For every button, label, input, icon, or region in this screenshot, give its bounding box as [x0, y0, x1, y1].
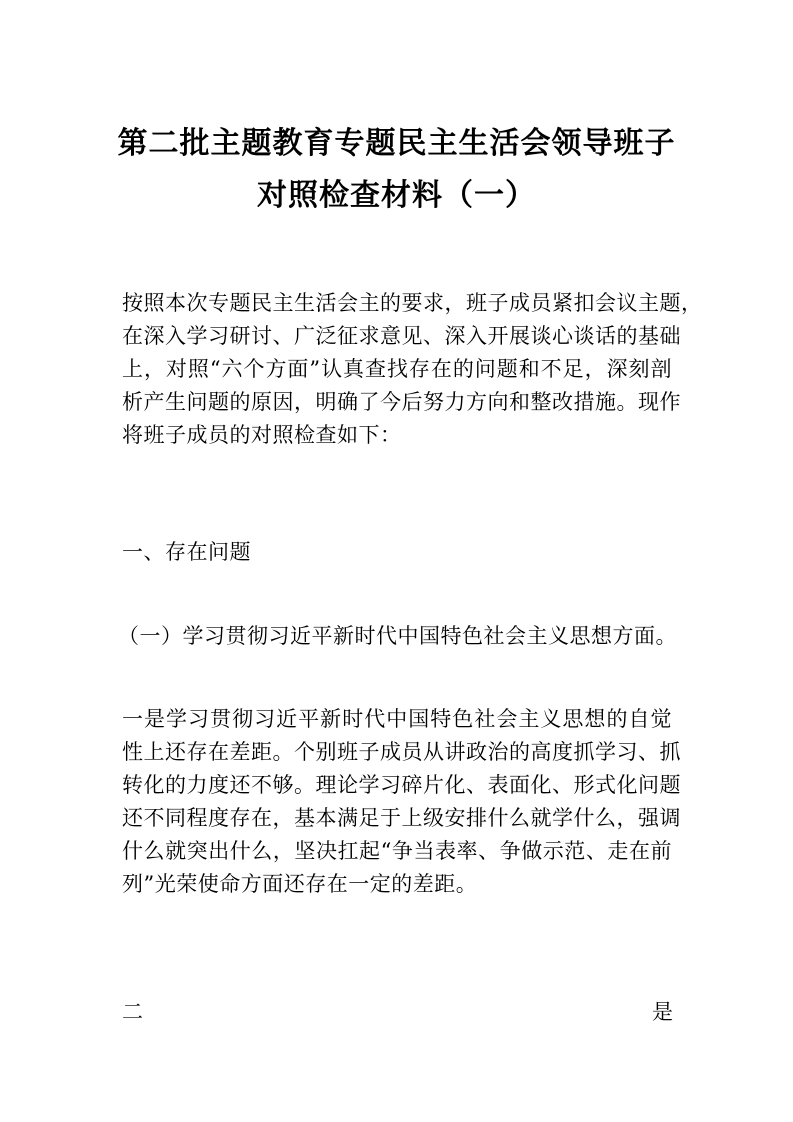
section-heading: 一、存在问题 — [122, 540, 251, 564]
point-one-paragraph — [122, 703, 681, 901]
paragraph-line: 一是学习贯彻习近平新时代中国特色社会主义思想的自觉 — [122, 707, 672, 731]
intro-line: 将班子成员的对照检查如下： — [122, 423, 402, 447]
point-two-start-left: 二 — [122, 1000, 143, 1024]
paragraph-line: 转化的力度还不够。理论学习碎片化、表面化、形式化问题 — [122, 773, 681, 797]
document-title-line-2: 对照检查材料（一） — [257, 178, 536, 213]
section-subheading: （一）学习贯彻习近平新时代中国特色社会主义思想方面。 — [118, 624, 677, 648]
paragraph-line: 还不同程度存在，基本满足于上级安排什么就学什么，强调 — [122, 806, 681, 830]
intro-line: 在深入学习研讨、广泛征求意见、深入开展谈心谈话的基础 — [122, 324, 681, 348]
paragraph-line: 性上还存在差距。个别班子成员从讲政治的高度抓学习、抓 — [122, 740, 681, 764]
paragraph-line: 列”光荣使命方面还存在一定的差距。 — [122, 872, 478, 896]
intro-paragraph — [122, 287, 703, 452]
intro-line: 按照本次专题民主生活会主的要求，班子成员紧扣会议主题， — [122, 291, 703, 315]
intro-line: 上，对照“六个方面”认真查找存在的问题和不足，深刻剖 — [122, 357, 672, 381]
intro-line: 析产生问题的原因，明确了今后努力方向和整改措施。现作 — [122, 390, 681, 414]
document-title-line-1: 第二批主题教育专题民主生活会领导班子 — [117, 126, 676, 161]
point-two-start-right: 是 — [652, 1000, 673, 1024]
paragraph-line: 什么就突出什么，坚决扛起“争当表率、争做示范、走在前 — [122, 839, 672, 863]
